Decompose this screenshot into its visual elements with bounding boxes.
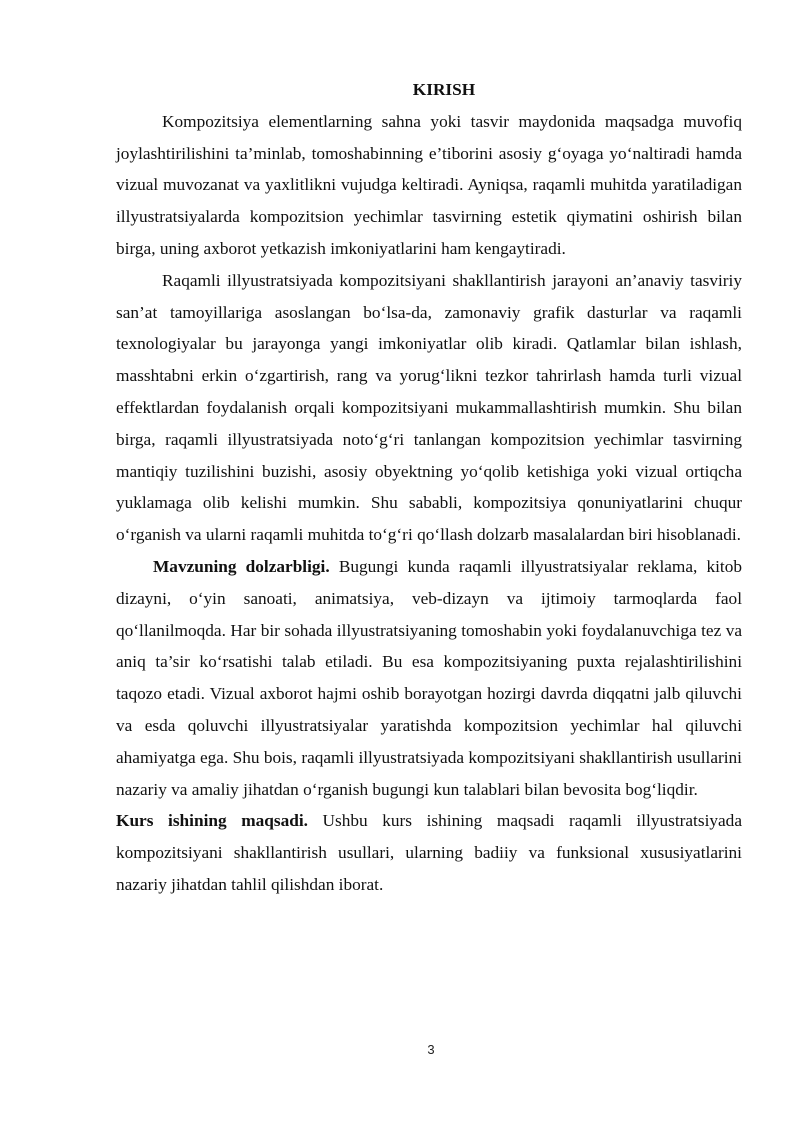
paragraph-intro-1 [116, 106, 742, 265]
page-number: 3 [427, 1042, 435, 1057]
paragraph-relevance [116, 551, 742, 805]
paragraph-text: Bugungi kunda raqamli illyustratsiyalar reklama, kitob dizayni, o‘yin sanoati, animatsiya, veb-dizayn va ijtimoiy tarmoqlarda faol qo‘llanilmoqda. Har bir sohada illyustratsiyaning tomoshabin yoki foydalanuvchiga tez va aniq ta’sir ko‘rsatishi talab etiladi. Bu esa kompozitsiyaning puxta rejalashtirilishini taqozo etadi. Vizual axborot hajmi oshib borayotgan hozirgi davrda diqqatni jalb qiluvchi va esda qoluvchi illyustratsiyalar yaratishda kompozitsion yechimlar hal qiluvchi ahamiyatga ega. Shu bois, raqamli illyustratsiyada kompozitsiyani shakllantirish usullarini nazariy va amaliy jihatdan o‘rganish bugungi kun talablari bilan bevosita bog‘liqdir. [116, 556, 742, 799]
section-title: KIRISH [412, 80, 476, 99]
paragraph-goal [116, 805, 742, 900]
paragraph-lead-heading: Kurs ishining maqsadi. [116, 811, 308, 831]
paragraph-lead-heading: Mavzuning dolzarbligi. [153, 556, 330, 576]
document-body [116, 74, 742, 901]
paragraph-text: Raqamli illyustratsiyada kompozitsiyani shakllantirish jarayoni an’anaviy tasviriy san’at tamoyillariga asoslangan bo‘lsa-da, zamonaviy grafik dasturlar va raqamli texnologiyalar bu jarayonga yangi imkoniyatlar olib kiradi. Qatlamlar bilan ishlash, masshtabni erkin o‘zgartirish, rang va yorug‘likni tezkor tahrirlash hamda turli vizual effektlardan foydalanish orqali kompozitsiyani mukammallashtirish mumkin. Shu bilan birga, raqamli illyustratsiyada noto‘g‘ri tanlangan kompozitsion yechimlar tasvirning mantiqiy tuzilishini buzishi, asosiy obyektning yo‘qolib ketishiga yoki vizual ortiqcha yuklamaga olib kelishi mumkin. Shu sababli, kompozitsiya qonuniyatlarini chuqur o‘rganish va ularni raqamli muhitda to‘g‘ri qo‘llash dolzarb masalalardan biri hisoblanadi. [116, 270, 742, 545]
paragraph-text: Ushbu kurs ishining maqsadi raqamli illyustratsiyada kompozitsiyani shakllantirish usullari, ularning badiiy va funksional xususiyatlarini nazariy jihatdan tahlil qilishdan iborat. [116, 811, 742, 894]
paragraph-text: Kompozitsiya elementlarning sahna yoki tasvir maydonida maqsadga muvofiq joylashtirilishini ta’minlab, tomoshabinning e’tiborini asosiy g‘oyaga yo‘naltiradi hamda vizual muvozanat va yaxlitlikni vujudga keltiradi. Ayniqsa, raqamli muhitda yaratiladigan illyustratsiyalarda kompozitsion yechimlar tasvirning estetik qiymatini oshirish bilan birga, uning axborot yetkazish imkoniyatlarini ham kengaytiradi. [116, 111, 742, 258]
paragraph-intro-2 [116, 265, 742, 551]
